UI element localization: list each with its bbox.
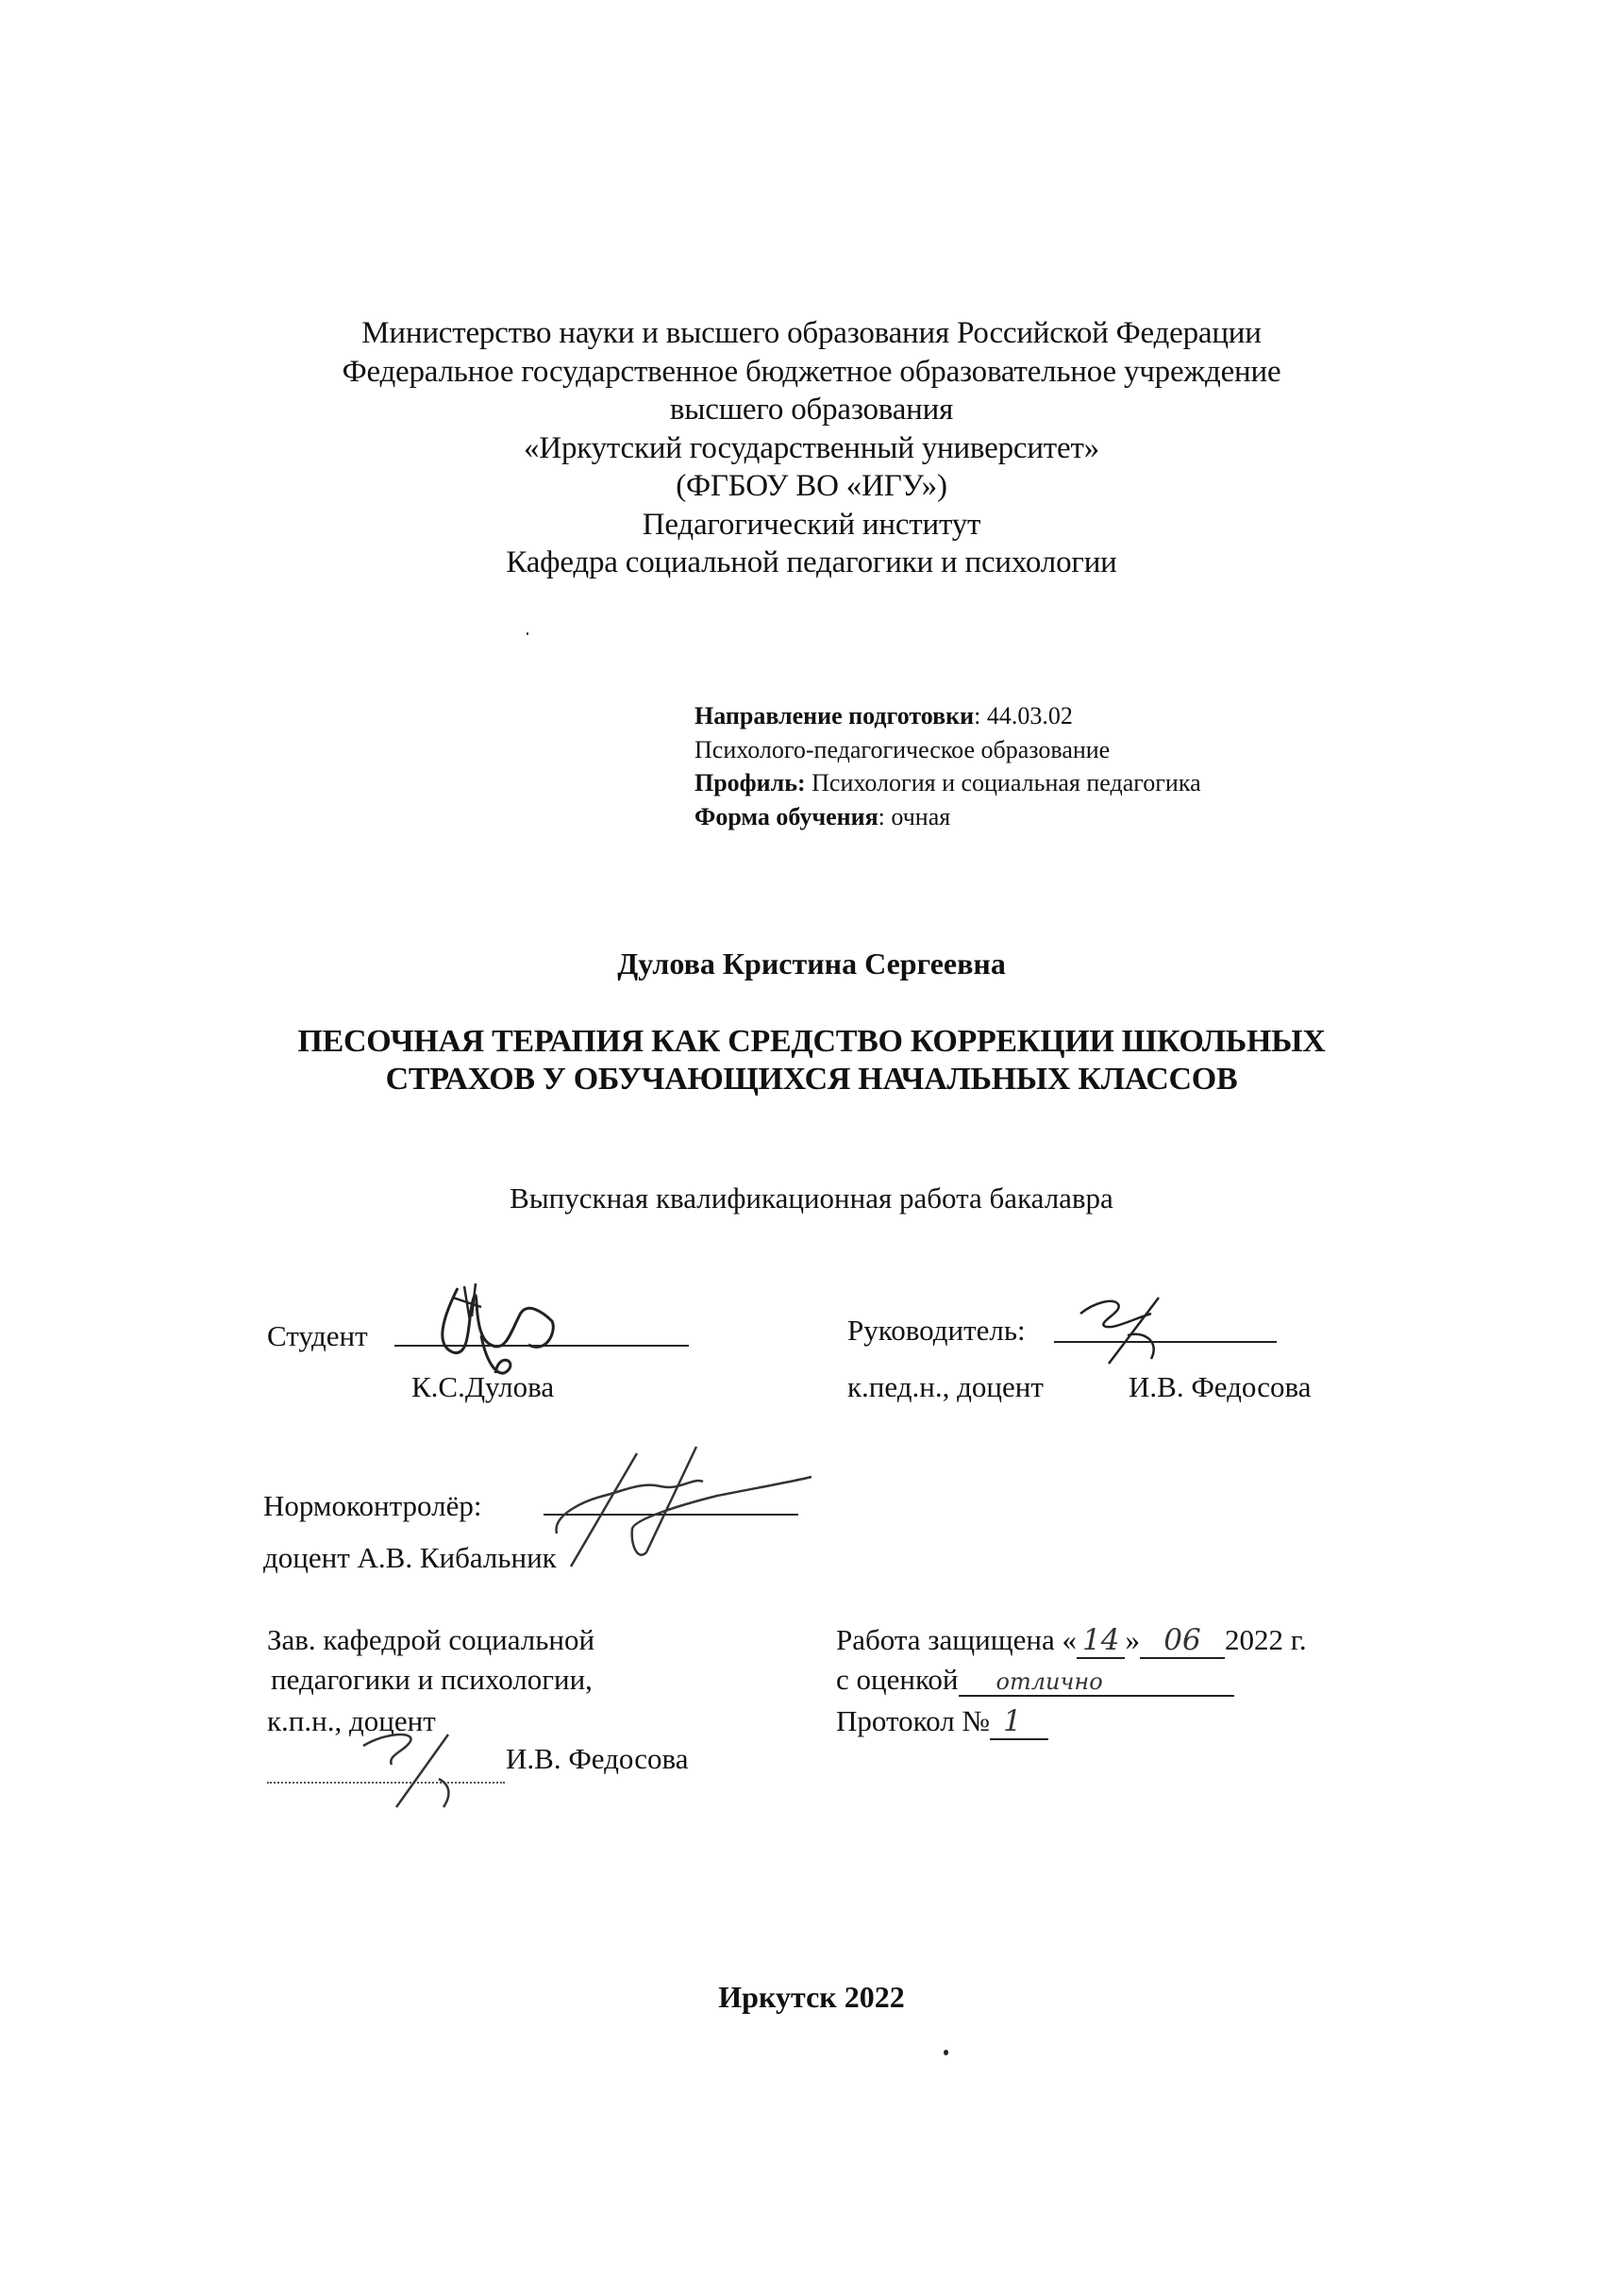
university-name: «Иркутский государственный университет» bbox=[524, 430, 1099, 465]
direction-name: Психолого-педагогическое образование bbox=[694, 735, 1111, 763]
protocol-label: Протокол № bbox=[836, 1704, 990, 1737]
thesis-title bbox=[0, 1023, 1623, 1098]
grade-value: отлично bbox=[959, 1668, 1234, 1697]
scan-speck bbox=[527, 632, 528, 635]
city-year: Иркутск 2022 bbox=[718, 1980, 905, 2014]
institute-name: Педагогический институт bbox=[642, 507, 981, 542]
supervisor-signature-icon bbox=[1076, 1293, 1189, 1368]
grade-label: с оценкой bbox=[836, 1663, 959, 1696]
head-title-line-2: педагогики и психологии, bbox=[271, 1663, 593, 1696]
defense-year: 2022 г. bbox=[1224, 1623, 1307, 1656]
profile-value: Психология и социальная педагогика bbox=[805, 769, 1201, 796]
direction-code: : 44.03.02 bbox=[974, 702, 1073, 729]
study-form-row bbox=[694, 800, 1201, 834]
program-info bbox=[694, 699, 1201, 833]
direction-label: Направление подготовки bbox=[694, 702, 975, 729]
defense-prefix: Работа защищена « bbox=[836, 1623, 1077, 1656]
defense-month: 06 bbox=[1140, 1623, 1225, 1659]
protocol-value: 1 bbox=[990, 1704, 1048, 1740]
university-abbreviation: (ФГБОУ ВО «ИГУ») bbox=[676, 469, 947, 503]
student-name: К.С.Дулова bbox=[411, 1370, 555, 1403]
work-type: Выпускная квалификационная работа бакалавра bbox=[510, 1182, 1113, 1215]
study-form-label: Форма обучения bbox=[694, 802, 878, 830]
higher-education-line: высшего образования bbox=[669, 393, 954, 427]
supervisor-name: И.В. Федосова bbox=[1129, 1370, 1312, 1403]
norm-control-name: доцент А.В. Кибальник bbox=[263, 1541, 557, 1574]
defense-day: 14 bbox=[1077, 1623, 1125, 1659]
defense-date-row bbox=[836, 1623, 1307, 1659]
direction-row bbox=[694, 699, 1201, 733]
defense-quote-close: » bbox=[1125, 1623, 1140, 1656]
protocol-row bbox=[836, 1704, 1048, 1740]
ministry-line: Министерство науки и высшего образования Российской Федерации bbox=[361, 316, 1262, 350]
profile-row bbox=[694, 766, 1201, 800]
federal-institution-line: Федеральное государственное бюджетное образовательное учреждение bbox=[342, 354, 1281, 389]
author-name: Дулова Кристина Сергеевна bbox=[617, 947, 1006, 980]
head-degree: к.п.н., доцент bbox=[267, 1704, 436, 1737]
norm-control-label: Нормоконтролёр: bbox=[263, 1489, 482, 1522]
study-form-value: : очная bbox=[878, 802, 951, 830]
scan-speck bbox=[944, 2050, 948, 2055]
supervisor-degree: к.пед.н., доцент bbox=[847, 1370, 1044, 1403]
profile-label: Профиль: bbox=[694, 769, 806, 796]
thesis-title-line-1: ПЕСОЧНАЯ ТЕРАПИЯ КАК СРЕДСТВО КОРРЕКЦИИ ШКОЛЬНЫХ bbox=[297, 1024, 1326, 1059]
institution-header bbox=[0, 314, 1623, 582]
thesis-title-line-2: СТРАХОВ У ОБУЧАЮЩИХСЯ НАЧАЛЬНЫХ КЛАССОВ bbox=[385, 1062, 1238, 1097]
head-title-line-1: Зав. кафедрой социальной bbox=[267, 1623, 595, 1656]
norm-control-signature-icon bbox=[528, 1439, 830, 1571]
head-signature-icon bbox=[359, 1727, 491, 1812]
department-name: Кафедра социальной педагогики и психологии bbox=[506, 545, 1117, 579]
supervisor-label: Руководитель: bbox=[847, 1314, 1026, 1347]
student-label: Студент bbox=[267, 1319, 368, 1352]
grade-row bbox=[836, 1663, 1234, 1697]
head-name: И.В. Федосова bbox=[506, 1742, 689, 1775]
